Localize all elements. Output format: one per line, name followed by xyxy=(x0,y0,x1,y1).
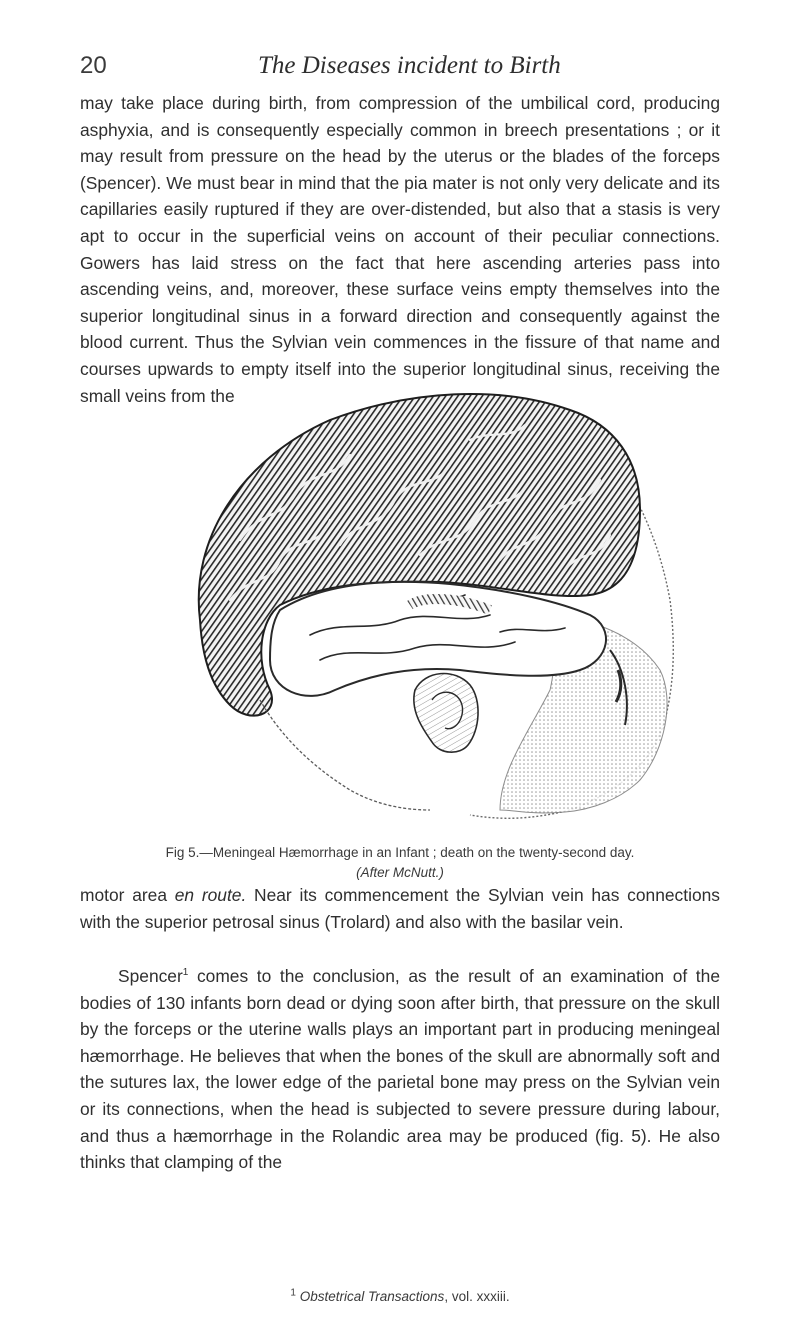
body-paragraph-1: may take place during birth, from compression of the umbilical cord, producing asphyxia, and is consequently especially common in breech presentations ; or it may result from pressure on the head by the uterus or the blades of the forceps (Spencer). We must bear in mind that the pia mater is not only very delicate and its capillaries easily ruptured if they are over-distended, but also that a stasis is very apt to occur in the superficial veins on account of their peculiar connections. Gowers has laid stress on the fact that here ascending arteries pass into ascending veins, and, moreover, these surface veins empty themselves into the superior longitudinal sinus in a forward direction and consequently against the blood current. Thus the Sylvian vein commences in the fissure of that name and courses upwards to empty itself into the superior longitudinal sinus, receiving the small veins from the xyxy=(80,93,720,406)
body-paragraph-3 xyxy=(80,963,720,1176)
brain-hemorrhage-engraving xyxy=(170,370,720,840)
paragraph-3-lead: Spencer xyxy=(118,966,183,986)
paragraph-3-rest: comes to the conclusion, as the result of an examination of the bodies of 130 infants born dead or dying soon after birth, that pressure on the skull by the forceps or the uterine walls plays an important part in producing meningeal hæmorrhage. He believes that when the bones of the skull are abnormally soft and the sutures lax, the lower edge of the parietal bone may press on the Sylvian vein or its connections, when the head is subjected to severe pressure during labour, and thus a hæmorrhage in the Rolandic area may be produced (fig. 5). He also thinks that clamping of the xyxy=(80,966,720,1173)
figure-caption xyxy=(80,843,720,883)
running-head xyxy=(80,52,720,84)
footnote-reference: 1 xyxy=(182,967,189,979)
body-paragraph-2 xyxy=(80,882,720,935)
paragraph-2-rest: Near its commencement the Sylvian vein has connections with the superior petrosal sinus (Trolard) and also with the basilar vein. xyxy=(80,885,720,932)
footnote xyxy=(80,1289,720,1304)
page-number: 20 xyxy=(80,52,107,79)
footnote-rest: , vol. xxxiii. xyxy=(444,1289,510,1304)
footnote-title: Obstetrical Transactions xyxy=(299,1289,445,1304)
paragraph-2-lead: motor area xyxy=(80,885,175,905)
running-title: The Diseases incident to Birth xyxy=(258,52,561,79)
figure-credit: (After McNutt.) xyxy=(356,865,444,880)
brain-illustration xyxy=(170,370,720,840)
paragraph-2-italic: en route. xyxy=(174,885,247,905)
figure-caption-text: Fig 5.—Meningeal Hæmorrhage in an Infant ; death on the twenty-second day. xyxy=(165,845,635,860)
footnote-marker: 1 xyxy=(290,1287,296,1299)
